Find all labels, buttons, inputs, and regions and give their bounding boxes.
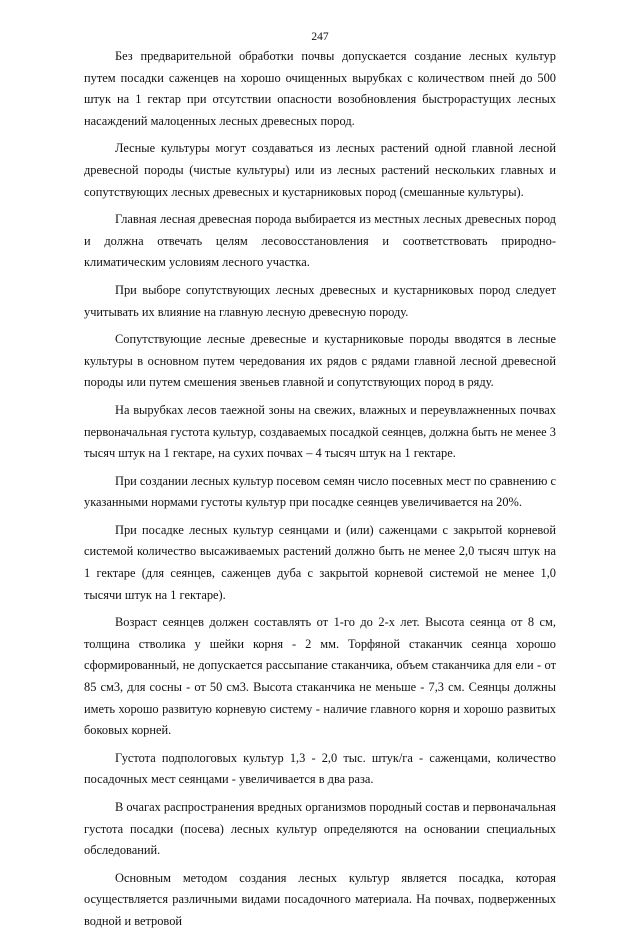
paragraph: Сопутствующие лесные древесные и кустарниковые породы вводятся в лесные культуры в основном путем чередования их рядов с рядами главной лесной древесной породы или путем смешения звеньев главной и сопутствующих пород в ряду. (84, 332, 556, 390)
paragraph: Основным методом создания лесных культур является посадка, которая осуществляется различными видами посадочного материала. На почвах, подверженных водной и ветровой (84, 870, 556, 928)
paragraph: При выборе сопутствующих лесных древесных и кустарниковых пород следует учитывать их влияние на главную лесную древесную породу. (84, 282, 556, 319)
paragraph: Главная лесная древесная порода выбирается из местных лесных древесных пород и должна отвечать целям лесовосстановления и соответствовать природно-климатическим условиям лесного участка. (84, 212, 556, 270)
paragraph: На вырубках лесов таежной зоны на свежих, влажных и переувлажненных почвах первоначальная густота культур, создаваемых посадкой сеянцев, должна быть не менее 3 тысяч штук на 1 гектаре, на сухих почвах – 4 тысяч штук на 1 гектаре. (84, 402, 556, 461)
page-number: 247 (311, 31, 329, 43)
paragraph: Густота подпологовых культур 1,3 - 2,0 тыс. штук/га - саженцами, количество посадочных мест сеянцами - увеличивается в два раза. (84, 750, 556, 787)
paragraph: Возраст сеянцев должен составлять от 1-го до 2-х лет. Высота сеянца от 8 см, толщина стволика у шейки корня - 2 мм. Торфяной стаканчик сеянца хорошо сформированный, не допускается рассыпание стаканчика, объем стаканчика для ели - от 85 см3, для сосны - от 50 см3. Высота стаканчика не меньше - 7,3 см. Сеянцы должны иметь хорошо развитую корневую систему - наличие главного корня и хорошо развитых боковых корней. (84, 615, 556, 738)
body-text (84, 46, 556, 939)
paragraph: В очагах распространения вредных организмов породный состав и первоначальная густота посадки (посева) лесных культур определяются на основании специальных обследований. (84, 800, 556, 858)
paragraph: При создании лесных культур посевом семян число посевных мест по сравнению с указанными нормами густоты культур при посадке сеянцев увеличивается на 20%. (84, 473, 556, 510)
paragraph: Лесные культуры могут создаваться из лесных растений одной главной лесной древесной породы (чистые культуры) или из лесных растений нескольких главных и сопутствующих лесных древесных и кустарниковых пород (смешанные культуры). (84, 141, 556, 199)
paragraph: Без предварительной обработки почвы допускается создание лесных культур путем посадки саженцев на хорошо очищенных вырубках с количеством пней до 500 штук на 1 гектар при отсутствии опасности возобновления быстрорастущих лесных насаждений малоценных лесных древесных пород. (84, 49, 556, 128)
paragraph: При посадке лесных культур сеянцами и (или) саженцами с закрытой корневой системой количество высаживаемых растений должно быть не менее 2,0 тысяч штук на 1 гектаре (для сеянцев, саженцев дуба с закрытой корневой системой не менее 1,0 тысячи штук на 1 гектаре). (84, 522, 556, 602)
